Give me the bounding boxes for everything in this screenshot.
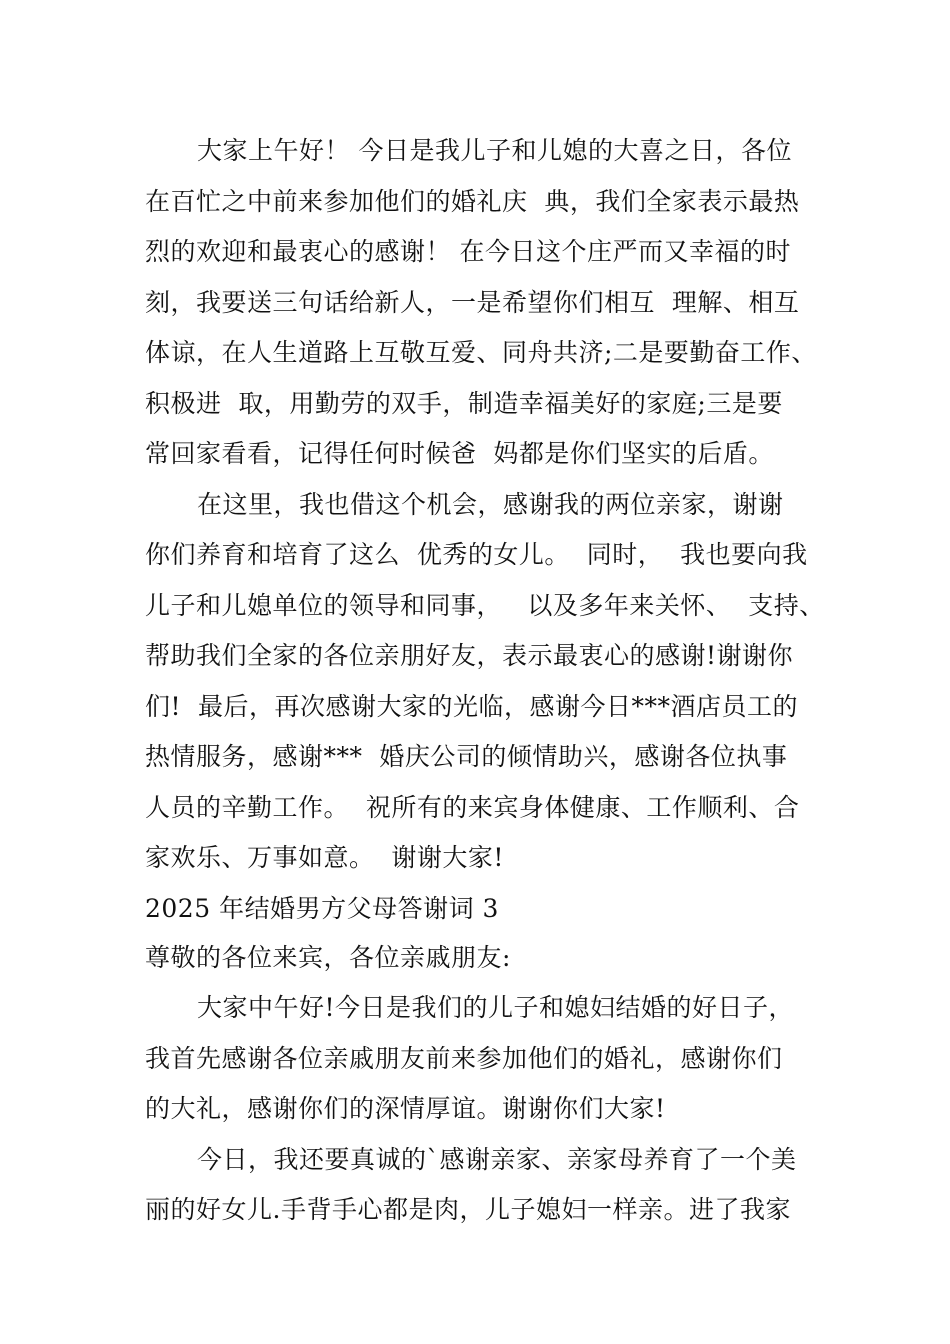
text-line: 烈的欢迎和最衷心的感谢！ 在今日这个庄严而又幸福的时: [145, 237, 791, 266]
document-body: [145, 126, 825, 1236]
text-line: 我首先感谢各位亲戚朋友前来参加他们的婚礼，感谢你们: [145, 1043, 783, 1073]
text-line: 今日，我还要真诚的`感谢亲家、亲家母养育了一个美: [197, 1144, 797, 1174]
text-line: 大家上午好！ 今日是我儿子和儿媳的大喜之日，各位: [197, 136, 792, 165]
text-line: 的大礼，感谢你们的深情厚谊。谢谢你们大家!: [145, 1094, 666, 1123]
paragraph-1: [145, 126, 817, 480]
text-line: 大家中午好!今日是我们的儿子和媳妇结婚的好日子，: [197, 993, 795, 1022]
text-line: 人员的辛勤工作。 祝所有的来宾身体健康、工作顺利、合: [145, 792, 800, 822]
salutation: 尊敬的各位来宾，各位亲戚朋友:: [145, 942, 511, 972]
text-line: 在百忙之中前来参加他们的婚礼庆 典，我们全家表示最热: [145, 186, 800, 216]
section-heading: 2025 年结婚男方父母答谢词 3: [145, 893, 499, 923]
text-line: 你们养育和培育了这么 优秀的女儿。 同时， 我也要向我: [145, 540, 808, 569]
paragraph-3: [145, 983, 813, 1135]
text-line: 在这里，我也借这个机会，感谢我的两位亲家，谢谢: [197, 489, 784, 519]
text-line: 常回家看看，记得任何时候爸 妈都是你们坚实的后盾。: [145, 439, 774, 468]
text-line: 刻，我要送三句话给新人，一是希望你们相互 理解、相互: [145, 287, 800, 317]
text-line: 热情服务，感谢*** 婚庆公司的倾情助兴，感谢各位执事: [145, 742, 788, 771]
paragraph-2: [145, 480, 825, 884]
text-line: 体谅，在人生道路上互敬互爱、同舟共济;二是要勤奋工作、: [145, 338, 817, 367]
text-line: 儿子和儿媳单位的领导和同事， 以及多年来关怀、 支持、: [145, 590, 825, 620]
paragraph-4: [145, 1135, 813, 1236]
text-line: 帮助我们全家的各位亲朋好友，表示最衷心的感谢!谢谢你: [145, 641, 794, 670]
text-line: 家欢乐、万事如意。 谢谢大家!: [145, 843, 504, 872]
text-line: 丽的好女儿.手背手心都是肉，儿子媳妇一样亲。进了我家: [145, 1195, 791, 1224]
text-line: 们! 最后，再次感谢大家的光临，感谢今日***酒店员工的: [145, 691, 798, 721]
text-line: 积极进 取，用勤劳的双手，制造幸福美好的家庭;三是要: [145, 388, 783, 418]
